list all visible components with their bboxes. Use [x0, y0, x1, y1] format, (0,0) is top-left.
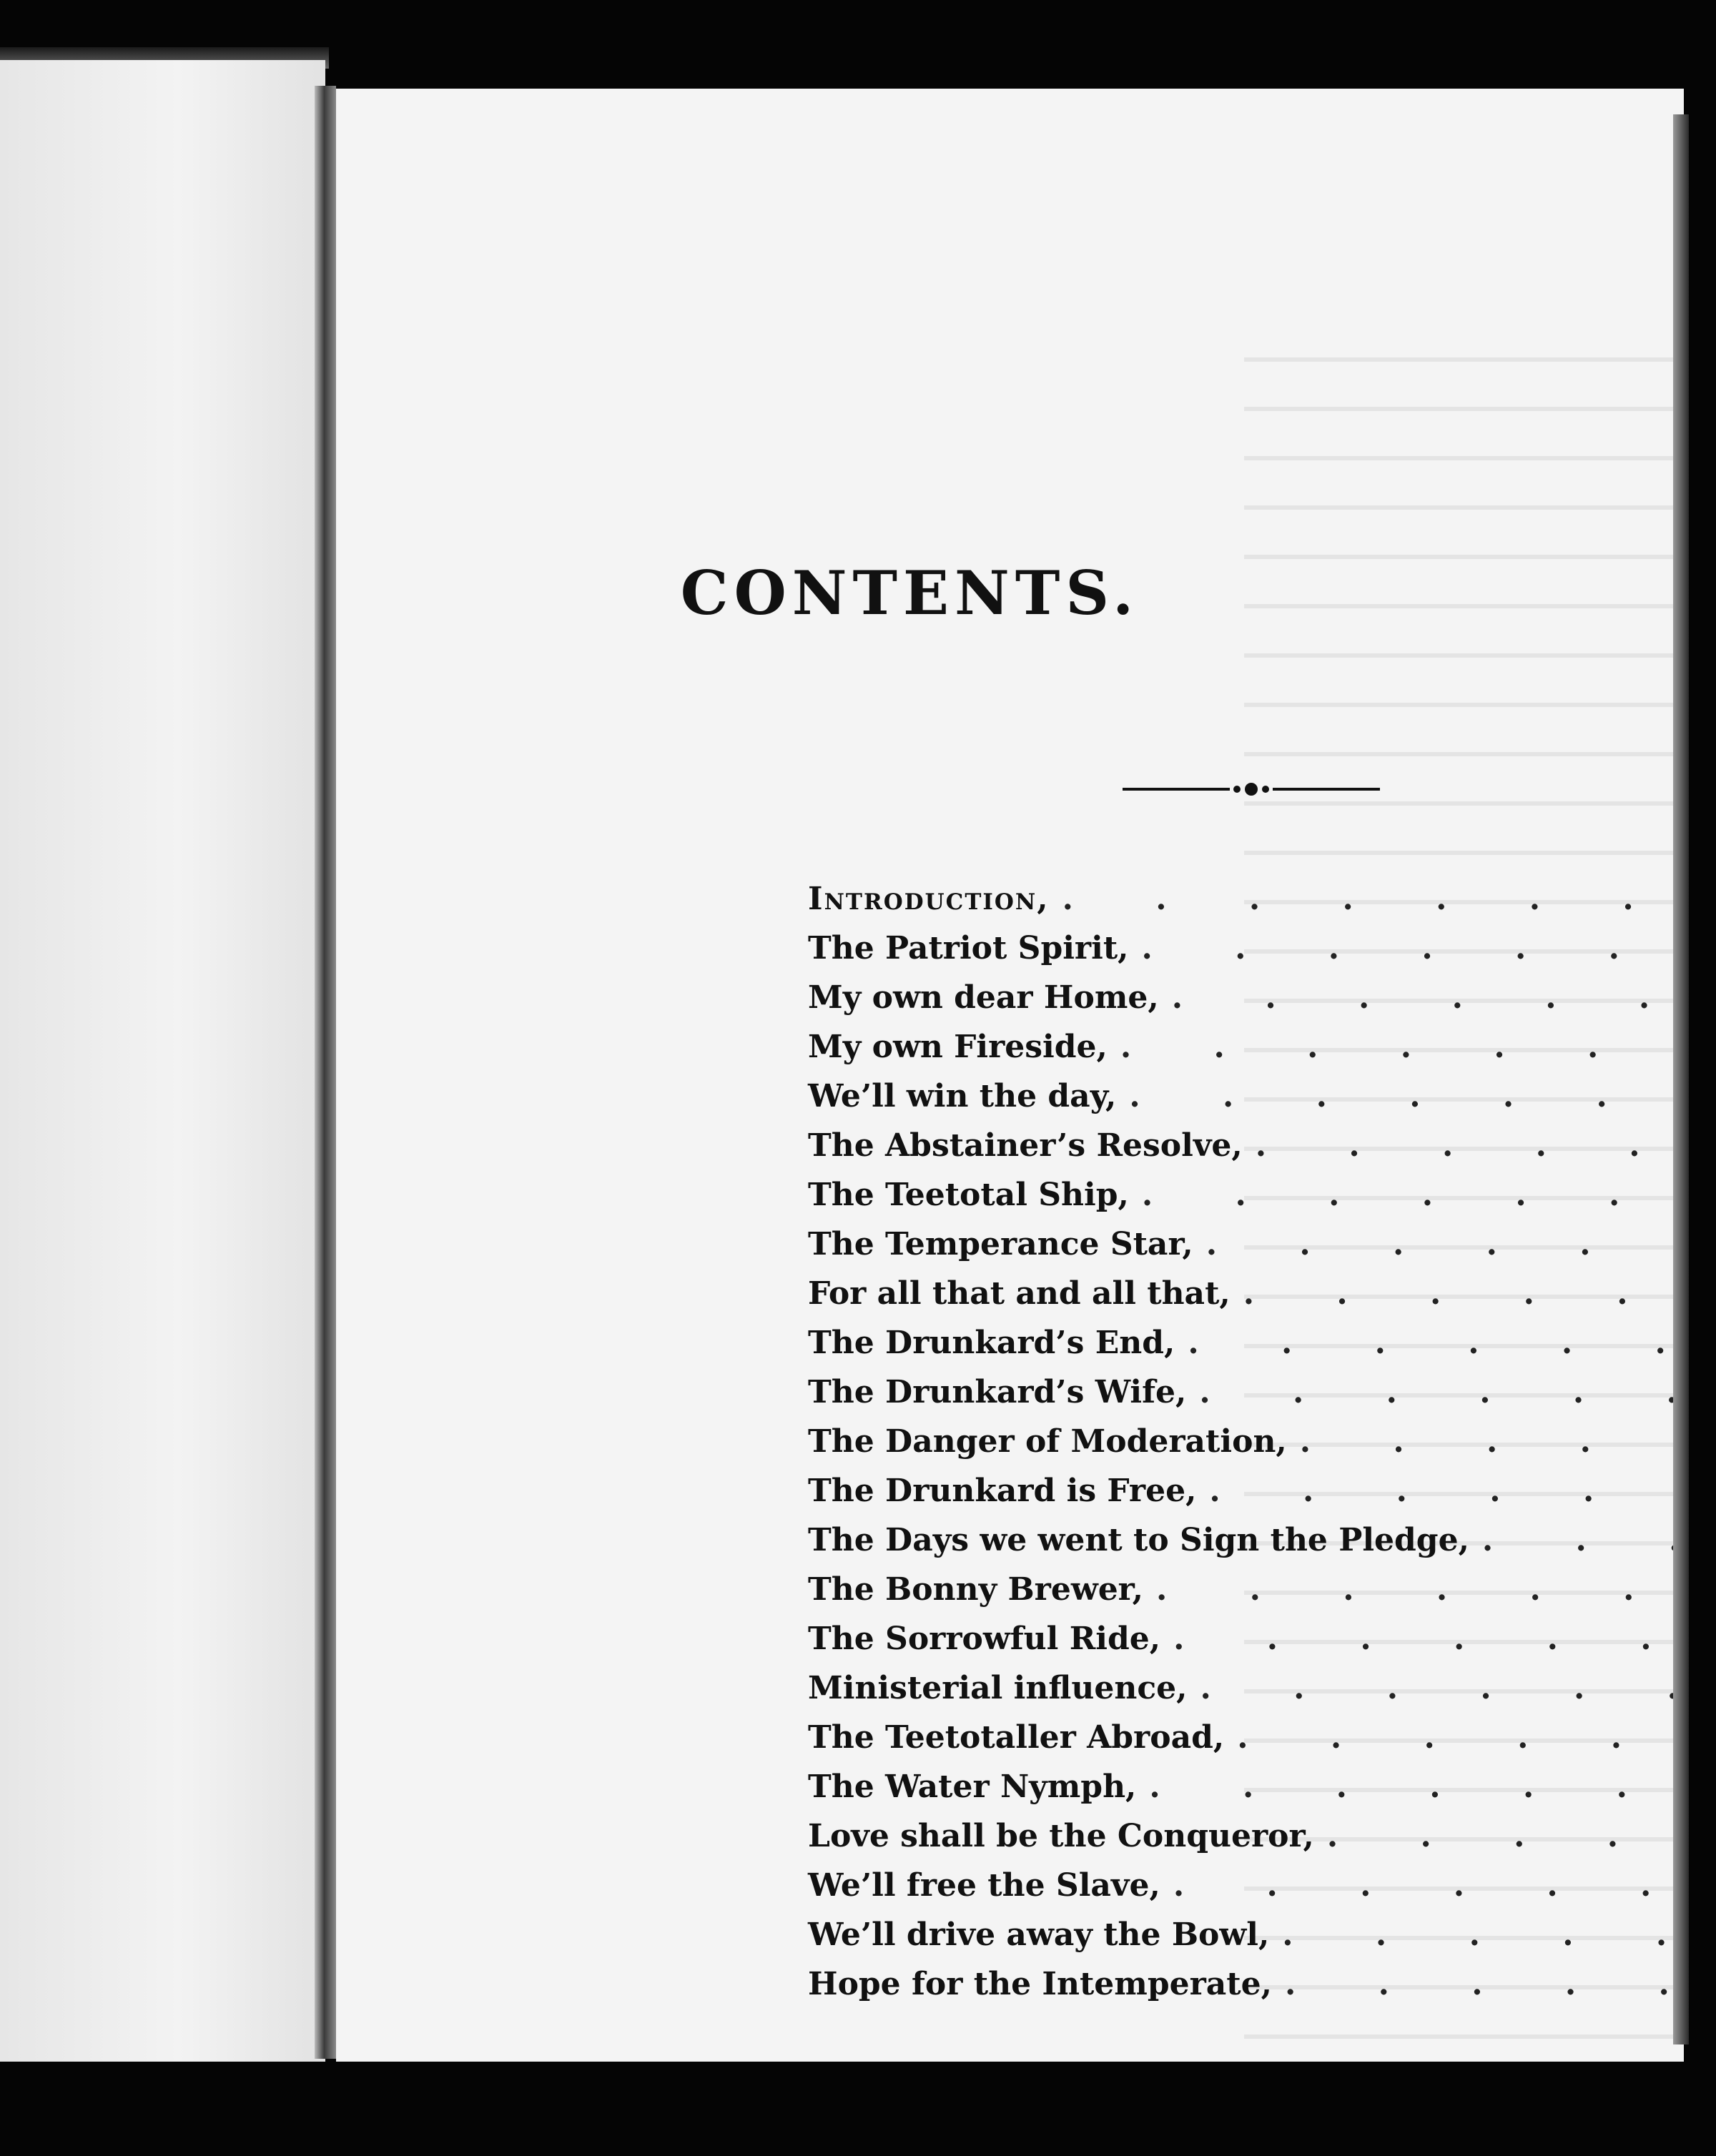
toc-entry [808, 881, 1684, 930]
toc-entry-title: The Drunkard is Free, [808, 1473, 1197, 1509]
toc-entry [808, 1423, 1684, 1473]
toc-entry [808, 1522, 1684, 1571]
toc-entry-title: We’ll drive away the Bowl, [808, 1917, 1270, 1953]
toc-dot-leader [1209, 1473, 1684, 1509]
toc-entry-title: The Bonny Brewer, [808, 1571, 1143, 1608]
book-gutter [315, 86, 336, 2059]
toc-dot-leader [1173, 1621, 1684, 1657]
toc-entry-title: Ministerial influence, [808, 1670, 1188, 1706]
toc-entry-title: The Patriot Spirit, [808, 930, 1129, 966]
toc-entry [808, 1571, 1684, 1621]
toc-dot-leader [1282, 1917, 1684, 1953]
toc-entry-title: Introduction, [808, 881, 1050, 917]
contents-page [336, 89, 1684, 2062]
toc-dot-leader [1062, 881, 1684, 917]
toc-entry-title: For all that and all that, [808, 1275, 1231, 1312]
toc-dot-leader [1482, 1522, 1684, 1558]
toc-entry [808, 1670, 1684, 1719]
toc-entry [808, 1078, 1684, 1127]
toc-dot-leader [1173, 1867, 1684, 1904]
toc-entry [808, 1867, 1684, 1917]
toc-entry-title: Love shall be the Conqueror, [808, 1818, 1314, 1854]
toc-entry [808, 1127, 1684, 1177]
toc-entry-title: The Drunkard’s End, [808, 1325, 1175, 1361]
toc-dot-leader [1149, 1769, 1684, 1805]
toc-dot-leader [1141, 930, 1684, 966]
toc-entry-title: The Days we went to Sign the Pledge, [808, 1522, 1469, 1558]
toc-dot-leader [1327, 1818, 1684, 1854]
toc-entry [808, 979, 1684, 1029]
toc-dot-leader [1156, 1571, 1684, 1608]
toc-entry [808, 1325, 1684, 1374]
toc-entry-title: My own Fireside, [808, 1029, 1108, 1065]
toc-entry [808, 1966, 1684, 2015]
toc-entry-title: My own dear Home, [808, 979, 1159, 1016]
toc-entry [808, 1275, 1684, 1325]
toc-entry-title: The Temperance Star, [808, 1226, 1193, 1262]
toc-entry [808, 1177, 1684, 1226]
page-edge-shadow [1673, 114, 1689, 2044]
toc-entry [808, 1719, 1684, 1769]
toc-dot-leader [1172, 979, 1684, 1016]
toc-entry-title: We’ll free the Slave, [808, 1867, 1160, 1904]
toc-dot-leader [1256, 1127, 1684, 1164]
toc-dot-leader [1300, 1423, 1684, 1460]
toc-dot-leader [1129, 1078, 1684, 1114]
toc-entry [808, 930, 1684, 979]
toc-entry [808, 1473, 1684, 1522]
toc-entry-title: The Danger of Moderation, [808, 1423, 1287, 1460]
toc-entry-title: The Drunkard’s Wife, [808, 1374, 1187, 1410]
toc-entry [808, 1029, 1684, 1078]
toc-entry [808, 1769, 1684, 1818]
toc-dot-leader [1120, 1029, 1684, 1065]
left-page [0, 60, 325, 2062]
toc-entry [808, 1226, 1684, 1275]
toc-entry-title: The Abstainer’s Resolve, [808, 1127, 1243, 1164]
toc-dot-leader [1237, 1719, 1684, 1756]
toc-entry [808, 1374, 1684, 1423]
toc-entry [808, 1818, 1684, 1867]
toc-dot-leader [1142, 1177, 1684, 1213]
toc-entry [808, 1917, 1684, 1966]
table-of-contents [808, 881, 1684, 2015]
toc-dot-leader [1199, 1374, 1684, 1410]
rule-with-dots-ornament-icon [1123, 778, 1380, 800]
page-title: CONTENTS. [680, 558, 1140, 629]
toc-entry-title: The Teetotal Ship, [808, 1177, 1129, 1213]
toc-dot-leader [1206, 1226, 1684, 1262]
toc-entry-title: The Sorrowful Ride, [808, 1621, 1161, 1657]
toc-entry-title: The Water Nymph, [808, 1769, 1137, 1805]
toc-dot-leader [1243, 1275, 1684, 1312]
toc-entry [808, 1621, 1684, 1670]
toc-entry-title: Hope for the Intemperate, [808, 1966, 1272, 2002]
toc-dot-leader [1188, 1325, 1684, 1361]
toc-dot-leader [1285, 1966, 1684, 2002]
toc-entry-title: We’ll win the day, [808, 1078, 1117, 1114]
toc-dot-leader [1200, 1670, 1684, 1706]
toc-entry-title: The Teetotaller Abroad, [808, 1719, 1225, 1756]
